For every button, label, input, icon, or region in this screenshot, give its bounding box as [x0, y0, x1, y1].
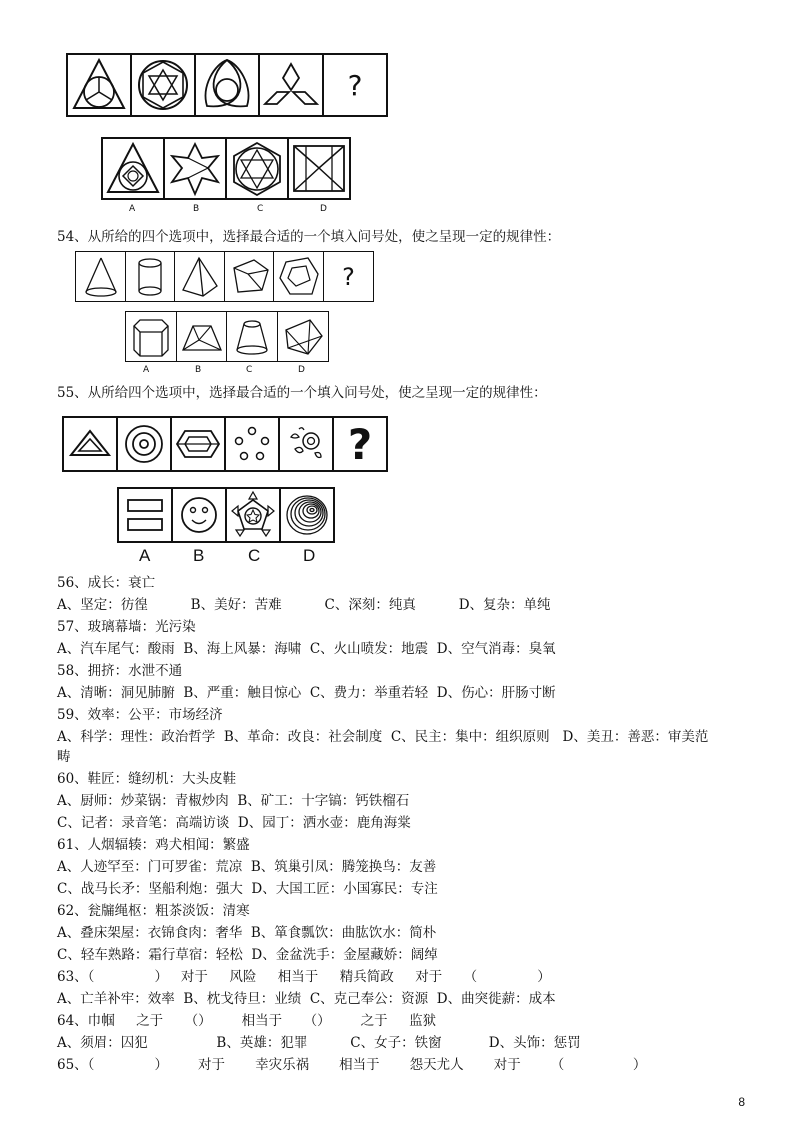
- two-rectangles-figure: [120, 490, 170, 540]
- question-mark: ?: [347, 419, 373, 469]
- q54-option-d: [277, 311, 329, 362]
- question-59-options-cont: 畴: [57, 749, 71, 765]
- q55-option-label-b: B: [193, 546, 205, 565]
- pentagon-star-figure: [228, 490, 278, 540]
- q54-option-label-d: D: [298, 365, 305, 375]
- question-62-options-1: A、叠床架屋：衣锦食肉：奢华 B、箪食瓢饮：曲肱饮水：简朴: [57, 925, 437, 941]
- swirl-clouds-figure: [281, 419, 331, 469]
- question-59-options: A、科学：理性：政治哲学 B、革命：改良：社会制度 C、民主：集中：组织原则 D、美丑：善恶：审美范: [57, 729, 709, 745]
- q53-figure-4: [258, 53, 324, 117]
- q53-option-label-b: B: [193, 204, 200, 214]
- three-diamonds-figure: [261, 56, 321, 114]
- page-number: 8: [738, 1095, 745, 1109]
- triangle-square-figure: [104, 140, 162, 197]
- q55-option-a: [117, 487, 173, 543]
- question-57-stem: 57、玻璃幕墙：光污染: [57, 619, 196, 635]
- trefoil-figure: [197, 56, 257, 114]
- q55-options-row: [117, 487, 333, 543]
- smiley-face-figure: [174, 490, 224, 540]
- q53-question-cell: [322, 53, 388, 117]
- hexagonal-prism-icon: [128, 314, 174, 360]
- question-63-options: A、亡羊补牢：效率 B、枕戈待旦：业绩 C、克己奉公：资源 D、曲突徙薪：成本: [57, 991, 556, 1007]
- q53-option-label-a: A: [129, 204, 136, 214]
- q55-question-row: [62, 416, 386, 472]
- q53-options-row: [101, 137, 349, 200]
- q53-figure-3: [194, 53, 260, 117]
- wedge-solid-icon: [280, 314, 326, 360]
- q54-figure-pyramid: [174, 251, 225, 302]
- question-61-options-2: C、战马长矛：坚船利炮：强大 D、大国工匠：小国寡民：专注: [57, 881, 438, 897]
- question-65-stem: 65、（ ） 对于 幸灾乐祸 相当于 怨天尤人 对于 （ ）: [57, 1057, 647, 1073]
- q54-options-row: [125, 311, 327, 362]
- question-58-options: A、清晰：洞见肺腑 B、严重：触目惊心 C、费力：举重若轻 D、伤心：肝肠寸断: [57, 685, 556, 701]
- question-60-options-2: C、记者：录音笔：高端访谈 D、园丁：洒水壶：鹿角海棠: [57, 815, 411, 831]
- q53-figure-2: [130, 53, 196, 117]
- q55-figure-2: [116, 416, 172, 472]
- q55-option-c: [225, 487, 281, 543]
- q53-question-row: [66, 53, 386, 117]
- question-60-stem: 60、鞋匠：缝纫机：大头皮鞋: [57, 771, 237, 787]
- q53-option-c: [225, 137, 289, 200]
- concentric-circles-figure: [119, 419, 169, 469]
- q54-option-b: [176, 311, 228, 362]
- q53-option-b: [163, 137, 227, 200]
- question-60-options-1: A、厨师：炒菜锅：青椒炒肉 B、矿工：十字镐：钙铁榴石: [57, 793, 410, 809]
- q55-question-cell: [332, 416, 388, 472]
- pentagon-prism-icon: [226, 254, 272, 300]
- question-56-options: A、坚定：彷徨 B、美好：苦难 C、深刻：纯真 D、复杂：单纯: [57, 597, 551, 613]
- q55-option-label-d: D: [303, 546, 316, 565]
- q54-figure-cylinder: [125, 251, 176, 302]
- question-mark: ?: [347, 68, 363, 102]
- frustum-icon: [179, 314, 225, 360]
- q55-figure-5: [278, 416, 334, 472]
- q53-option-a: [101, 137, 165, 200]
- q54-option-a: [125, 311, 177, 362]
- rectangle-cross-figure: [290, 140, 348, 197]
- q54-question-cell: [323, 251, 374, 302]
- q54-option-label-c: C: [246, 365, 253, 375]
- hexagon-star-figure: [228, 140, 286, 197]
- question-61-options-1: A、人迹罕至：门可罗雀：荒凉 B、筑巢引凤：腾笼换鸟：友善: [57, 859, 437, 875]
- question-62-stem: 62、瓮牖绳枢：粗茶淡饭：清寒: [57, 903, 250, 919]
- q53-option-label-c: C: [257, 204, 264, 214]
- nested-triangles-figure: [65, 419, 115, 469]
- q54-option-c: [226, 311, 278, 362]
- question-64-stem: 64、巾帼 之于 （） 相当于 （） 之于 监狱: [57, 1013, 437, 1029]
- question-59-stem: 59、效率：公平：市场经济: [57, 707, 223, 723]
- q54-figure-cone: [75, 251, 126, 302]
- q54-question-row: [75, 251, 373, 302]
- q55-option-b: [171, 487, 227, 543]
- polyhedron-icon: [276, 254, 322, 300]
- pyramid-icon: [177, 254, 223, 300]
- q53-figure-1: [66, 53, 132, 117]
- question-57-options: A、汽车尾气：酸雨 B、海上风暴：海啸 C、火山喷发：地震 D、空气消毒：臭氧: [57, 641, 556, 657]
- triangle-circle-figure: [69, 56, 129, 114]
- q55-option-label-a: A: [139, 546, 151, 565]
- q55-figure-1: [62, 416, 118, 472]
- question-61-stem: 61、人烟辐辏：鸡犬相闻：繁盛: [57, 837, 250, 853]
- q55-figure-4: [224, 416, 280, 472]
- cone-icon: [78, 254, 124, 300]
- question-62-options-2: C、轻车熟路：霜行草宿：轻松 D、金盆洗手：金屋藏娇：阔绰: [57, 947, 438, 963]
- q55-option-d: [279, 487, 335, 543]
- five-dots-figure: [227, 419, 277, 469]
- hexagon-circle-figure: [133, 56, 193, 114]
- q54-option-label-b: B: [195, 365, 202, 375]
- question-56-stem: 56、成长：衰亡: [57, 575, 156, 591]
- q55-option-label-c: C: [248, 546, 261, 565]
- q53-option-d: [287, 137, 351, 200]
- q53-option-label-d: D: [320, 204, 327, 214]
- question-58-stem: 58、拥挤：水泄不通: [57, 663, 183, 679]
- spiral-rings-figure: [282, 490, 332, 540]
- q54-figure-prism: [224, 251, 275, 302]
- q54-figure-polyhedron: [273, 251, 324, 302]
- q54-prompt: 54、从所给的四个选项中，选择最合适的一个填入问号处，使之呈现一定的规律性：: [57, 229, 561, 245]
- cone-frustum-icon: [229, 314, 275, 360]
- question-63-stem: 63、（ ） 对于 风险 相当于 精兵简政 对于 （ ）: [57, 969, 551, 985]
- six-point-star-figure: [166, 140, 224, 197]
- question-mark: ?: [342, 262, 355, 291]
- q55-figure-3: [170, 416, 226, 472]
- q55-prompt: 55、从所给四个选项中，选择最合适的一个填入问号处，使之呈现一定的规律性：: [57, 385, 547, 401]
- cylinder-icon: [127, 254, 173, 300]
- nested-hexagons-figure: [173, 419, 223, 469]
- q54-option-label-a: A: [143, 365, 150, 375]
- question-64-options: A、须眉：囚犯 B、英雄：犯罪 C、女子：铁窗 D、头饰：惩罚: [57, 1035, 581, 1051]
